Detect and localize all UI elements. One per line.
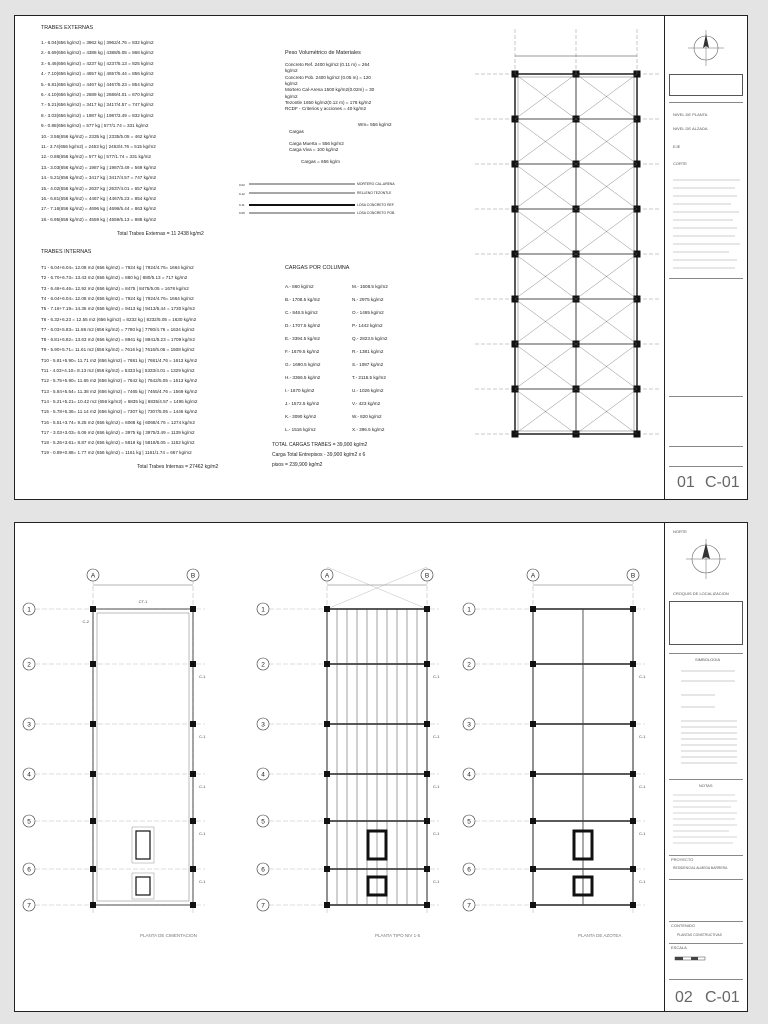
tb-symbol-4: CORTE: [673, 161, 687, 166]
column: [530, 866, 536, 872]
tb-location-label: CROQUIS DE LOCALIZACION: [673, 591, 729, 596]
north-arrow-icon: [665, 529, 748, 589]
plan-outline: [93, 609, 193, 905]
carga-viva: Carga Viva = 100 kg/m2: [289, 147, 339, 152]
axis-label: 5: [27, 818, 31, 826]
column: [190, 771, 196, 777]
column-load: E.- 3394.5 kg/m2: [285, 336, 320, 341]
column-label: C-1: [639, 879, 646, 884]
peso-line: kg/m2: [285, 80, 298, 86]
column: [630, 771, 636, 777]
column: [90, 902, 96, 908]
slab-section-detail: [237, 181, 357, 221]
axis-label: 4: [27, 771, 31, 779]
sheet-number: 01: [677, 474, 695, 491]
column-load: N.- 2975 kg/m2: [352, 297, 384, 302]
ext-beam-line: 14.- 5.21(656 kg/m2) = 3417 kg | 3417/4.57 = 747 kg/m2: [41, 175, 157, 181]
ext-beam-line: 11.- 3.74(656 kg/m2) = 2453 kg | 2453/4.76 = 515 kg/m2: [41, 144, 156, 149]
column: [190, 866, 196, 872]
column-load: D.- 1707.5 kg/m2: [285, 323, 321, 328]
column-label: C-1: [433, 879, 440, 884]
column: [630, 866, 636, 872]
axis-label: B: [190, 572, 196, 580]
axis-label: 5: [467, 818, 471, 826]
north-arrow-icon: [665, 16, 748, 76]
peso-line: Concreto Ref. 2400 kg/m2 (0.11 m) = 264: [285, 62, 370, 67]
corner-label: C-2: [82, 619, 89, 624]
column: [190, 902, 196, 908]
ext-beam-line: 6.- 4.10(656 kg/m2) = 2689 kg | 2689/4.01 = 670 kg/m2: [41, 92, 154, 97]
typical-floor-plan: [261, 569, 457, 929]
column-label: C-1: [639, 784, 646, 789]
axis-label: 3: [27, 721, 31, 729]
int-beam-line: T16 - 5.51+3.74= 9.25 m2 (656 kg/m2) = 6068 kg | 6068/4.76 = 1274 kg/m2: [41, 419, 195, 425]
column-load: H.- 3366.5 kg/m2: [285, 375, 321, 380]
plan-title-2: PLANTA TIPO NIV 1-5: [375, 933, 421, 938]
int-beam-line: T18 - 5.26+3.61= 8.87 m2 (656 kg/m2) = 5818 kg | 5818/5.05 = 1152 kg/m2: [41, 440, 195, 446]
layer-dim-1: 0.02: [239, 183, 245, 187]
column: [90, 771, 96, 777]
tb-proyecto: PROYECTO: [671, 857, 694, 862]
footing-outline: [97, 613, 189, 901]
column-load: G.- 1690.5 kg/m2: [285, 362, 321, 367]
peso-line: Tezontle 1650 kg/m2(0.12 m) = 178 kg/m2: [285, 99, 372, 105]
tb-simbologia: SIMBOLOGIA: [695, 657, 721, 662]
column: [530, 818, 536, 824]
int-beam-line: T15 - 5.78+5.36= 11.14 m2 (656 kg/m2) = 7307 kg | 7307/5.05 = 1446 kg/m2: [41, 409, 198, 415]
layer-dim-4: 0.05: [239, 211, 245, 215]
column: [530, 661, 536, 667]
column: [190, 606, 196, 612]
column: [90, 818, 96, 824]
ext-beam-line: 5.- 6.81(656 kg/m2) = 4467 kg | 4467/5.23 = 854 kg/m2: [41, 81, 154, 87]
axis-label: 7: [27, 902, 31, 910]
column: [424, 902, 430, 908]
tb-contenido-value: PLANTAS CONSTRUCTIVAS: [677, 933, 722, 937]
int-beam-line: T19 - 0.89+0.88= 1.77 m2 (656 kg/m2) = 1161 kg | 1161/1.74 = 667 kg/m2: [41, 450, 192, 456]
column-load: C.- 846.5 kg/m2: [285, 310, 318, 315]
column: [530, 606, 536, 612]
int-beam-line: T1 - 6.04+6.04= 12.08 m2 (656 kg/m2) = 7924 kg | 7924/4.76= 1664 kg/m2: [41, 265, 194, 270]
column: [424, 721, 430, 727]
notes-lines: [665, 791, 748, 851]
column-load: T.- 2115.5 kg/m2: [352, 375, 386, 380]
column: [90, 606, 96, 612]
column-label: C-1: [199, 784, 206, 789]
axis-label: 2: [467, 661, 471, 669]
sheet-number: 02: [675, 989, 693, 1006]
int-beam-line: T10 - 5.81+5.90= 11.71 m2 (656 kg/m2) = 7681 kg | 7681/4.76 = 1613 kg/m2: [41, 357, 198, 363]
plan-title-1: PLANTA DE CIMENTACION: [140, 933, 197, 938]
column-label: C-1: [199, 831, 206, 836]
symbology-lines: [665, 665, 748, 775]
axis-label: 1: [27, 606, 31, 614]
column: [630, 606, 636, 612]
core-footing: [132, 827, 154, 863]
tb-symbol-2: NIVEL DE ALZADA: [673, 126, 708, 131]
sheet-code: C-01: [705, 474, 740, 491]
ext-beam-line: 17.- 7.16(656 kg/m2) = 4696 kg | 4696/5.44 = 863 kg/m2: [41, 206, 157, 212]
column: [90, 721, 96, 727]
column-load: A.- 860 kg/m2: [285, 284, 314, 289]
cargas-label: Cargas: [289, 129, 304, 134]
stair-core: [136, 831, 150, 859]
wm-value: Wm= 556 kg/m2: [358, 122, 392, 127]
column-load: Q.- 2823.5 kg/m2: [352, 336, 388, 341]
column: [90, 661, 96, 667]
int-beam-line: T4 - 6.04+6.04= 12.08 m2 (656 kg/m2) = 7924 kg | 7924/4.76= 1664 kg/m2: [41, 295, 194, 301]
column: [630, 902, 636, 908]
int-beam-line: T14 - 5.21+5.21= 10.42 m2 (656 kg/m2) = 6835 kg | 6835/4.57 = 1495 kg/m2: [41, 398, 198, 404]
int-beam-line: T6 - 6.32+6.23 = 12.55 m2 (656 kg/m2) = 8232 kg | 8232/5.05 = 1630 kg/m2: [41, 316, 197, 322]
col-heading: CARGAS POR COLUMNA: [285, 265, 350, 271]
int-beam-line: T8 - 6.81+6.82= 13.63 m2 (656 kg/m2) = 8941 kg | 8941/5.23 = 1709 kg/m2: [41, 337, 195, 343]
column-label: C-1: [433, 831, 440, 836]
axis-label: 2: [261, 661, 265, 669]
column: [530, 771, 536, 777]
framing-plan-drawing: [463, 24, 663, 494]
plan-title-3: PLANTA DE AZOTEA: [578, 933, 622, 938]
int-beam-line: T12 - 5.75+5.90= 11.65 m2 (656 kg/m2) = 7642 kg | 7642/5.05 = 1513 kg/m2: [41, 378, 198, 384]
int-beam-line: T3 - 6.46+6.46= 12.92 m2 (656 kg/m2) = 8475 | 8475/5.05 = 1678 kg/m2: [41, 285, 189, 291]
column: [630, 818, 636, 824]
ext-heading: TRABES EXTERNAS: [41, 25, 94, 31]
column-load: P.- 1442 kg/m2: [352, 323, 383, 328]
tb-north-label: NORTE: [673, 529, 687, 534]
foundation-plan: [27, 569, 223, 929]
column: [630, 661, 636, 667]
column-load: U.- 1026 kg/m2: [352, 388, 384, 393]
int-beam-line: T9 - 5.90+5.71= 11.61 m2 (656 kg/m2) = 7616 kg | 7616/5.05 = 1508 kg/m2: [41, 347, 195, 353]
axis-label: 3: [261, 721, 265, 729]
column: [424, 771, 430, 777]
ext-beam-line: 1.- 6.04(656 kg/m2) = 3962 kg | 3962/4.76 = 832 kg/m2: [41, 40, 154, 45]
axis-label: B: [630, 572, 636, 580]
column: [424, 606, 430, 612]
column-load: B.- 1708.5 kg/m2: [285, 297, 320, 302]
beam-label: CT-1: [138, 599, 148, 604]
ext-beam-line: 3.- 6.46(656 kg/m2) = 4237 kg | 4237/5.13 = 825 kg/m2: [41, 60, 154, 66]
ext-beam-line: 9.- 0.88(656 kg/m2) = 577 kg | 577/1.74 = 331 kg/m2: [41, 123, 149, 129]
ext-beam-line: 18.- 6.95(656 kg/m2) = 4559 kg | 4559/5.13 = 888 kg/m2: [41, 216, 157, 222]
column-label: C-1: [199, 674, 206, 679]
column-label: C-1: [639, 831, 646, 836]
axis-label: 4: [467, 771, 471, 779]
tb-escala: ESCALA: [671, 945, 687, 950]
axis-label: 1: [467, 606, 471, 614]
cargas-total: Cargas = 656 kg/m: [301, 159, 340, 164]
column: [530, 902, 536, 908]
int-heading: TRABES INTERNAS: [41, 249, 92, 255]
peso-line: Concreto Pob. 2400 kg/m2 (0.05 m) = 120: [285, 74, 371, 80]
column: [424, 661, 430, 667]
ext-beam-line: 8.- 3.03(656 kg/m2) = 1987 kg | 1987/3.49 = 832 kg/m2: [41, 112, 154, 118]
column: [190, 721, 196, 727]
column-load: I.- 1670 kg/m2: [285, 388, 315, 393]
ext-beam-line: 2.- 6.69(656 kg/m2) = 4388 kg | 4388/5.05 = 868 kg/m2: [41, 50, 154, 56]
column: [424, 818, 430, 824]
ext-beam-line: 16.- 6.81(656 kg/m2) = 4467 kg | 4467/5.23 = 854 kg/m2: [41, 196, 157, 201]
axis-label: 1: [261, 606, 265, 614]
peso-line: RCDF - Criterios y acciones = 40 kg/m2: [285, 106, 367, 112]
ext-beam-line: 10.- 3.56(656 kg/m2) = 2335 kg | 2335/5.05 = 462 kg/m2: [41, 133, 157, 139]
column-label: C-1: [199, 879, 206, 884]
int-beam-line: T17 - 3.03+3.03= 6.06 m2 (656 kg/m2) = 3975 kg | 3975/3.49 = 1139 kg/m2: [41, 429, 195, 435]
column: [530, 721, 536, 727]
tb-project-name: RESIDENCIAL ALMEDA BARRERA: [673, 866, 728, 870]
column-load: S.- 1087 kg/m2: [352, 362, 384, 367]
sheet-code: C-01: [705, 989, 740, 1006]
layer-label-3: LOSA CONCRETO REF.: [357, 203, 395, 207]
column-label: C-1: [433, 674, 440, 679]
carga-entrepisos: Carga Total Entrepisos - 39,900 kg/m2 x 6: [272, 452, 366, 458]
axis-label: 7: [261, 902, 265, 910]
column-load: M.- 1508.5 kg/m2: [352, 284, 388, 289]
roof-plan: [467, 569, 663, 929]
axis-label: A: [324, 572, 330, 580]
tb-symbol-1: NIVEL DE PLANTA: [673, 112, 708, 117]
column-load: J.- 1572.5 kg/m2: [285, 401, 320, 406]
title-block-1: [664, 16, 747, 499]
column-load: W.- 820 kg/m2: [352, 414, 382, 419]
column-label: C-1: [639, 734, 646, 739]
column-load: V.- 423 kg/m2: [352, 401, 381, 406]
peso-heading: Peso Volumétrico de Materiales: [285, 50, 361, 56]
axis-label: 3: [467, 721, 471, 729]
int-beam-line: T13 - 5.84+5.54= 11.38 m2 (656 kg/m2) = 7465 kg | 7465/4.76 = 1569 kg/m2: [41, 388, 198, 394]
axis-label: A: [90, 572, 96, 580]
axis-label: 7: [467, 902, 471, 910]
ext-beam-line: 13.- 3.03(656 kg/m2) = 1987 kg | 1987/3.49 = 569 kg/m2: [41, 164, 157, 170]
axis-label: 5: [261, 818, 265, 826]
axis-label: B: [424, 572, 430, 580]
axis-label: 6: [27, 866, 31, 874]
axis-label: 4: [261, 771, 265, 779]
peso-line: kg/m2: [285, 68, 298, 74]
elevator-core: [136, 877, 150, 895]
layer-label-2: RELLENO TEZONTLE: [357, 191, 392, 195]
ext-beam-line: 12.- 0.88(656 kg/m2) = 577 kg | 577/1.74 = 331 kg/m2: [41, 154, 151, 160]
tb-notas: NOTAS: [699, 783, 713, 788]
column: [424, 866, 430, 872]
int-beam-line: T7 - 6.03+5.83= 11.86 m2 (656 kg/m2) = 7780 kg | 7780/4.76 = 1634 kg/m2: [41, 326, 195, 332]
symbology-lines: [665, 176, 748, 276]
axis-label: 2: [27, 661, 31, 669]
column: [324, 818, 330, 824]
column-load: R.- 1381 kg/m2: [352, 349, 384, 354]
carga-muerta: Carga Muerta = 556 kg/m2: [289, 141, 344, 146]
axis-label: A: [530, 572, 536, 580]
tb-contenido: CONTENIDO: [671, 923, 695, 928]
peso-line: Mortero Cal-Arena 1500 kg/m2(0.02m) = 30: [285, 87, 375, 93]
column-label: C-1: [433, 784, 440, 789]
int-beam-line: T2 - 6.70+6.73= 13.43 m2 (656 kg/m2) = 880 kg | 880/5.13 = 717 kg/m2: [41, 275, 188, 281]
pisos-total: pisos = 239,900 kg/m2: [272, 462, 323, 468]
scale-bar: [665, 953, 748, 973]
calc-sheet: [14, 15, 748, 500]
plans-sheet: [14, 522, 748, 1012]
column: [324, 902, 330, 908]
column: [324, 721, 330, 727]
column-label: C-1: [199, 734, 206, 739]
column-load: X.- 396.5 kg/m2: [352, 427, 385, 432]
column-load: L.- 1516 kg/m2: [285, 427, 316, 432]
int-beam-line: T11 - 4.03+4.10= 8.13 m2 (656 kg/m2) = 5333 kg | 5333/4.01 = 1329 kg/m2: [41, 368, 195, 373]
int-beam-line: T5 - 7.16+7.19= 14.35 m2 (656 kg/m2) = 9413 kg | 9413/5.44 = 1730 kg/m2: [41, 306, 195, 312]
column-load: K.- 3090 kg/m2: [285, 414, 317, 419]
column: [324, 661, 330, 667]
column: [324, 606, 330, 612]
column: [190, 818, 196, 824]
column-load: F.- 1679.5 kg/m2: [285, 349, 320, 354]
tb-symbol-3: EJE: [673, 144, 681, 149]
peso-line: kg/m2: [285, 93, 298, 99]
axis-label: 6: [467, 866, 471, 874]
column-label: C-1: [639, 674, 646, 679]
layer-dim-3: 0.11: [239, 203, 245, 207]
column-load: O.- 1465 kg/m2: [352, 310, 384, 315]
total-cargas: TOTAL CARGAS TRABES = 39,900 kg/m2: [272, 442, 368, 448]
column-label: C-1: [433, 734, 440, 739]
title-block-2: [664, 523, 747, 1011]
column: [190, 661, 196, 667]
ext-beam-line: 7.- 5.21(656 kg/m2) = 3417 kg | 3417/4.57 = 747 kg/m2: [41, 102, 154, 108]
layer-label-4: LOSA CONCRETO POB.: [357, 211, 396, 215]
layer-label-1: MORTERO CAL-ARENA: [357, 182, 395, 186]
ext-beam-line: 4.- 7.10(656 kg/m2) = 4657 kg | 4657/5.44 = 856 kg/m2: [41, 71, 154, 77]
int-total: Total Trabes Internas = 27462 kg/m2: [137, 464, 219, 470]
ext-beam-line: 15.- 4.02(656 kg/m2) = 2637 kg | 2637/4.01 = 657 kg/m2: [41, 185, 157, 191]
location-sketch: [669, 601, 743, 645]
axis-label: 6: [261, 866, 265, 874]
layer-dim-2: 0.12: [239, 192, 245, 196]
column: [324, 866, 330, 872]
ext-total: Total Trabes Externas = 11 2438 kg/m2: [117, 231, 204, 237]
column: [324, 771, 330, 777]
location-sketch: [669, 74, 743, 96]
column: [90, 866, 96, 872]
column: [630, 721, 636, 727]
